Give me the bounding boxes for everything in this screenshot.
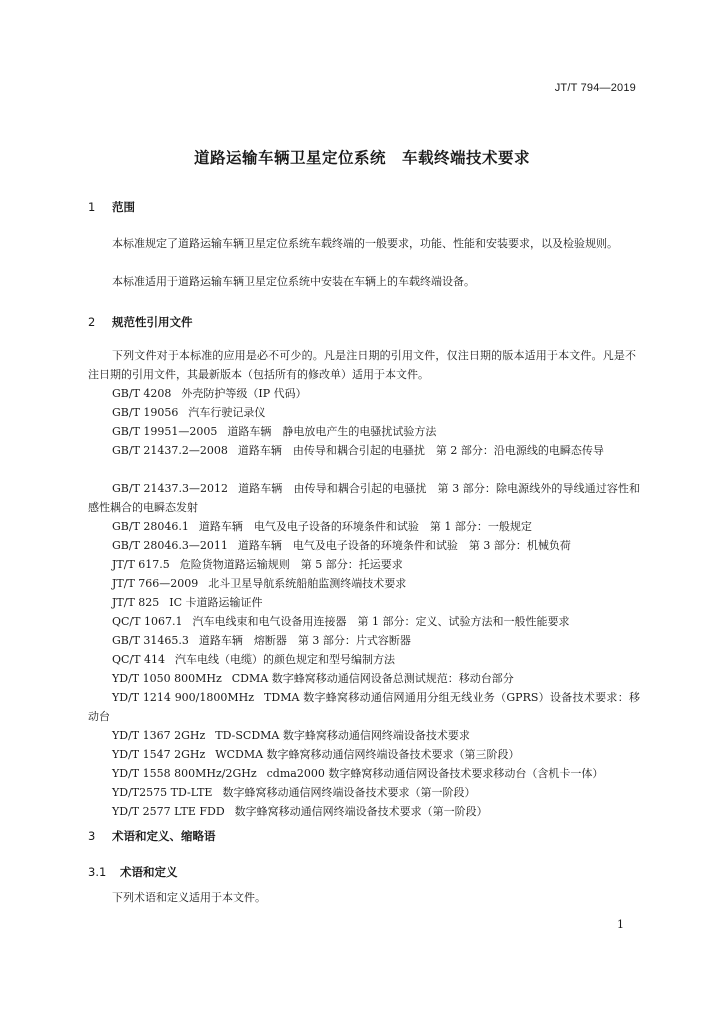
reference-item: GB/T 19951—2005 道路车辆 静电放电产生的电骚扰试验方法 xyxy=(112,425,437,438)
reference-item: YD/T 2577 LTE FDD 数字蜂窝移动通信网终端设备技术要求（第一阶段） xyxy=(112,805,488,818)
page-number: 1 xyxy=(617,918,624,931)
scope-paragraph-2: 本标准适用于道路运输车辆卫星定位系统中安装在车辆上的车载终端设备。 xyxy=(112,275,475,288)
reference-item: GB/T 31465.3 道路车辆 熔断器 第 3 部分：片式容断器 xyxy=(112,634,411,647)
subsection-number: 3.1 xyxy=(88,865,107,879)
scope-paragraph-1: 本标准规定了道路运输车辆卫星定位系统车载终端的一般要求，功能、性能和安装要求，以及检验规则。 xyxy=(112,237,618,250)
standard-code: JT/T 794—2019 xyxy=(554,82,636,94)
section-title: 术语和定义、缩略语 xyxy=(112,829,216,843)
reference-item: QC/T 414 汽车电线（电缆）的颜色规定和型号编制方法 xyxy=(112,653,395,666)
subsection-3-1-heading xyxy=(88,864,178,880)
section-1-heading xyxy=(88,199,135,215)
reference-item: JT/T 766—2009 北斗卫星导航系统船舶监测终端技术要求 xyxy=(112,577,407,590)
section-2-heading xyxy=(88,314,193,330)
reference-item: YD/T 1214 900/1800MHz TDMA 数字蜂窝移动通信网通用分组无线业务（GPRS）设备技术要求：移动台 xyxy=(88,691,640,723)
section-number: 3 xyxy=(88,829,96,843)
subsection-title: 术语和定义 xyxy=(120,865,178,879)
reference-item: JT/T 825 IC 卡道路运输证件 xyxy=(112,596,263,609)
section-number: 1 xyxy=(88,200,96,214)
terms-intro: 下列术语和定义适用于本文件。 xyxy=(112,891,266,904)
section-title: 规范性引用文件 xyxy=(112,315,193,329)
section-number: 2 xyxy=(88,315,96,329)
reference-item: QC/T 1067.1 汽车电线束和电气设备用连接器 第 1 部分：定义、试验方法和一般性能要求 xyxy=(112,615,570,628)
reference-item: GB/T 21437.3—2012 道路车辆 由传导和耦合引起的电骚扰 第 3 部分：除电源线外的导线通过容性和感性耦合的电瞬态发射 xyxy=(88,482,640,514)
reference-item: GB/T 28046.3—2011 道路车辆 电气及电子设备的环境条件和试验 第 3 部分：机械负荷 xyxy=(112,539,571,552)
references-intro: 下列文件对于本标准的应用是必不可少的。凡是注日期的引用文件，仅注日期的版本适用于本文件。凡是不注日期的引用文件，其最新版本（包括所有的修改单）适用于本文件。 xyxy=(88,349,636,381)
section-3-heading xyxy=(88,828,216,844)
document-title: 道路运输车辆卫星定位系统 车载终端技术要求 xyxy=(193,149,530,167)
reference-item: GB/T 28046.1 道路车辆 电气及电子设备的环境条件和试验 第 1 部分：一般规定 xyxy=(112,520,532,533)
reference-item: JT/T 617.5 危险货物道路运输规则 第 5 部分：托运要求 xyxy=(112,558,403,571)
reference-item: YD/T 1050 800MHz CDMA 数字蜂窝移动通信网设备总测试规范：移动台部分 xyxy=(112,672,514,685)
section-title: 范围 xyxy=(112,200,135,214)
reference-item: YD/T 1558 800MHz/2GHz cdma2000 数字蜂窝移动通信网设备技术要求移动台（含机卡一体） xyxy=(112,767,604,780)
reference-item: GB/T 4208 外壳防护等级（IP 代码） xyxy=(112,387,307,400)
reference-item: YD/T2575 TD-LTE 数字蜂窝移动通信网终端设备技术要求（第一阶段） xyxy=(112,786,476,799)
reference-item: YD/T 1547 2GHz WCDMA 数字蜂窝移动通信网终端设备技术要求（第三阶段） xyxy=(112,748,520,761)
reference-item: GB/T 19056 汽车行驶记录仪 xyxy=(112,406,266,419)
reference-item: GB/T 21437.2—2008 道路车辆 由传导和耦合引起的电骚扰 第 2 部分：沿电源线的电瞬态传导 xyxy=(112,444,604,457)
reference-list xyxy=(88,384,640,821)
reference-item: YD/T 1367 2GHz TD-SCDMA 数字蜂窝移动通信网终端设备技术要求 xyxy=(112,729,470,742)
